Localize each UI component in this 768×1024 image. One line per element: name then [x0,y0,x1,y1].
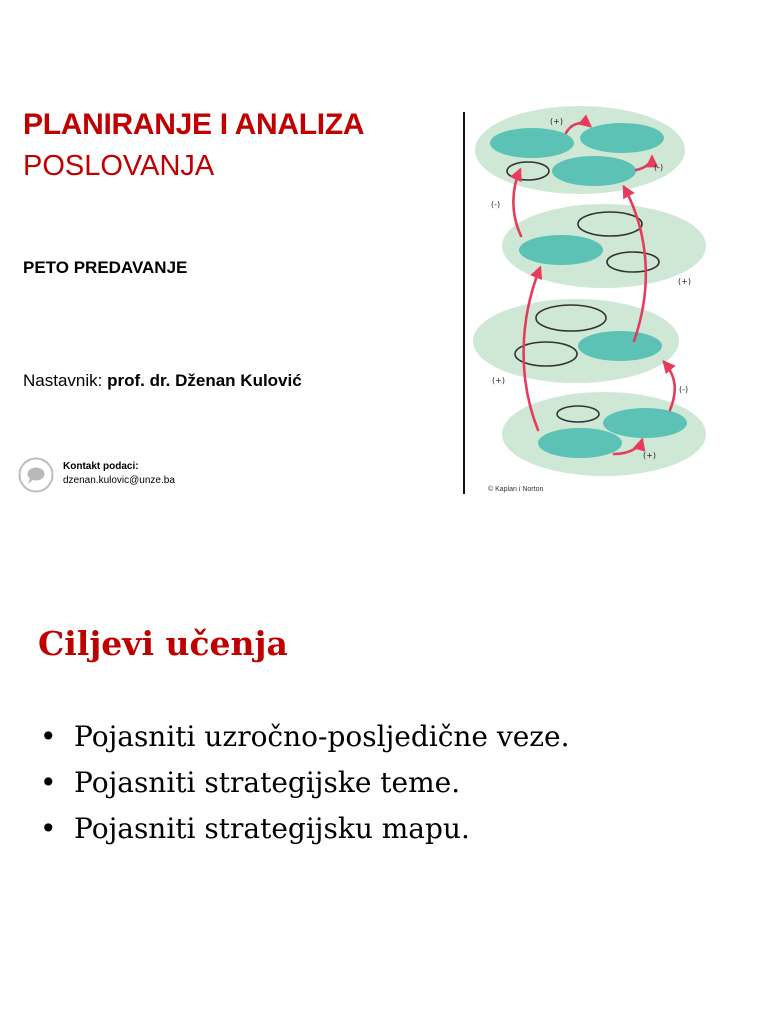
objective [603,408,687,438]
title-line-1: PLANIRANJE I ANALIZA [23,108,365,141]
title-line-2: POSLOVANJA [23,150,215,182]
list-item-text: Pojasniti strategijske teme. [74,766,461,799]
sign-label: (-) [491,200,501,209]
sign-label: (-) [679,385,689,394]
chat-bubble-icon [18,457,54,493]
list-item-text: Pojasniti strategijsku mapu. [74,812,470,845]
teacher-name: prof. dr. Dženan Kulović [107,371,302,390]
sign-label: (+) [492,376,505,385]
list-item [40,806,570,852]
contact-email[interactable]: dzenan.kulovic@unze.ba [63,475,175,486]
sign-label: (+) [550,117,563,126]
objective [578,331,662,361]
objective [552,156,636,186]
contact-title: Kontakt podaci: [63,461,139,472]
lecture-label: PETO PREDAVANJE [23,258,188,277]
objective [490,128,574,158]
list-item [40,714,570,760]
bullet: • [40,766,57,799]
bullet: • [40,812,57,845]
teacher-line [23,371,302,391]
objective [538,428,622,458]
sign-label: (-) [654,163,664,172]
teacher-label: Nastavnik: [23,371,103,390]
objective [580,123,664,153]
objective [519,235,603,265]
sign-label: (+) [643,451,656,460]
sign-label: (+) [678,277,691,286]
figure-copyright: © Kaplan i Norton [488,486,544,493]
strategy-map-figure [450,92,735,500]
objectives-list [40,714,570,852]
section-title: Ciljevi učenja [38,624,288,663]
bullet: • [40,720,57,753]
list-item [40,760,570,806]
list-item-text: Pojasniti uzročno-posljedične veze. [74,720,570,753]
